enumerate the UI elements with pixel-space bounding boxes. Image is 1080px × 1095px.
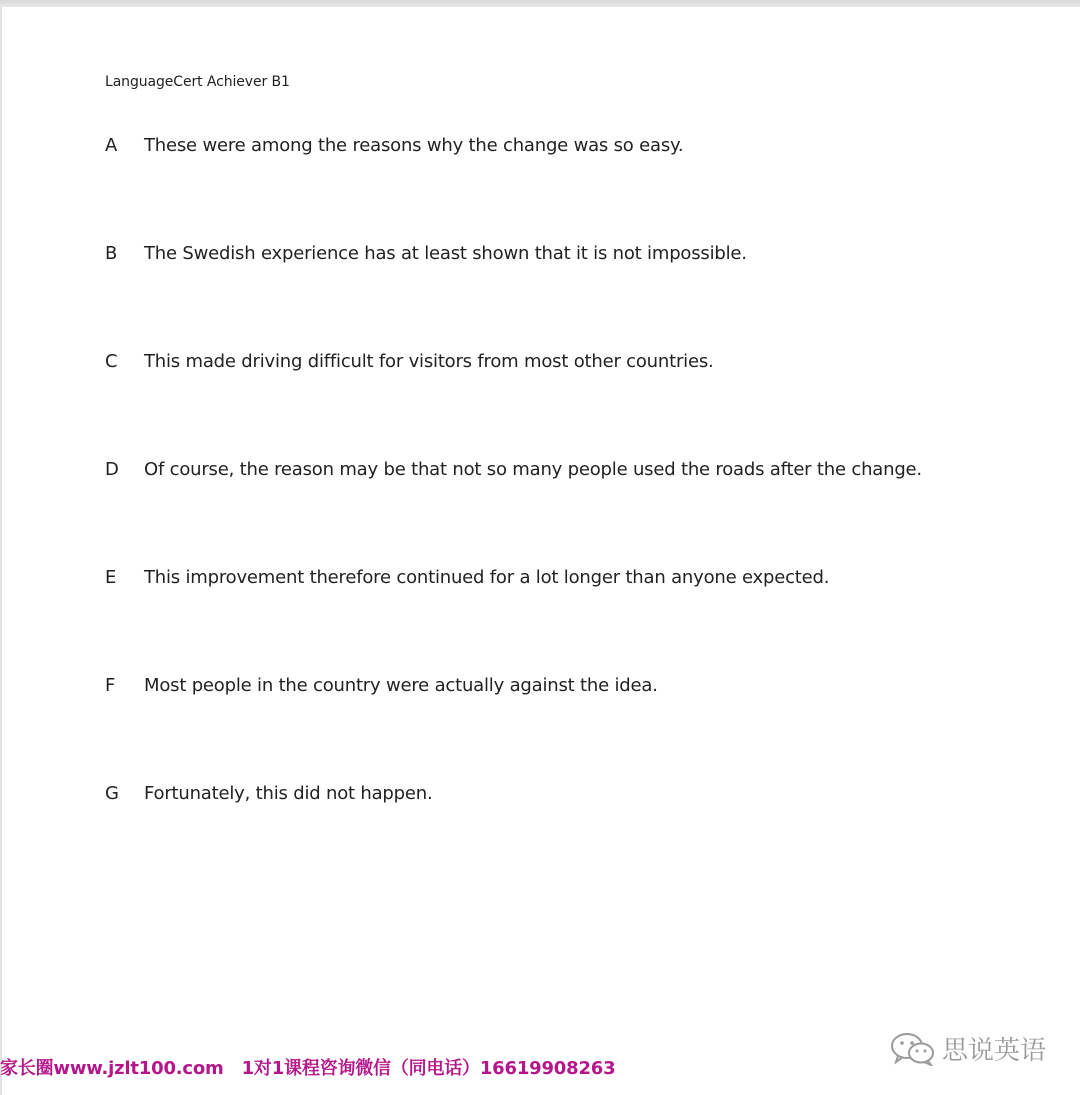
option-text: Of course, the reason may be that not so many people used the roads after the change.	[144, 459, 922, 480]
option-letter: A	[105, 135, 118, 156]
option-letter: C	[105, 351, 118, 372]
option-text: Most people in the country were actually against the idea.	[144, 675, 658, 696]
footer-watermark	[0, 1054, 615, 1080]
option-g	[105, 783, 1025, 891]
page-header: LanguageCert Achiever B1	[105, 74, 290, 90]
option-letter: E	[105, 567, 117, 588]
option-e	[105, 567, 1025, 675]
brand-watermark	[890, 1030, 1046, 1067]
option-letter: F	[105, 675, 116, 696]
option-d	[105, 459, 1025, 567]
option-text: These were among the reasons why the change was so easy.	[144, 135, 684, 156]
option-text: The Swedish experience has at least shown that it is not impossible.	[144, 243, 747, 264]
option-text: This improvement therefore continued for a lot longer than anyone expected.	[144, 567, 830, 588]
brand-text: 思说英语	[941, 1036, 1046, 1066]
wechat-icon	[890, 1032, 936, 1066]
footer-contact-text: 1对1课程咨询微信（同电话）16619908263	[241, 1058, 616, 1079]
top-border	[0, 0, 1080, 7]
option-letter: B	[105, 243, 118, 264]
option-a	[105, 135, 1025, 243]
option-b	[105, 243, 1025, 351]
option-text: This made driving difficult for visitors from most other countries.	[144, 351, 714, 372]
option-text: Fortunately, this did not happen.	[144, 783, 433, 804]
options-list	[105, 135, 1025, 891]
left-edge	[0, 7, 2, 1095]
option-letter: G	[105, 783, 119, 804]
footer-site-text: 家长圈www.jzlt100.com	[0, 1058, 224, 1079]
option-c	[105, 351, 1025, 459]
option-letter: D	[105, 459, 119, 480]
option-f	[105, 675, 1025, 783]
